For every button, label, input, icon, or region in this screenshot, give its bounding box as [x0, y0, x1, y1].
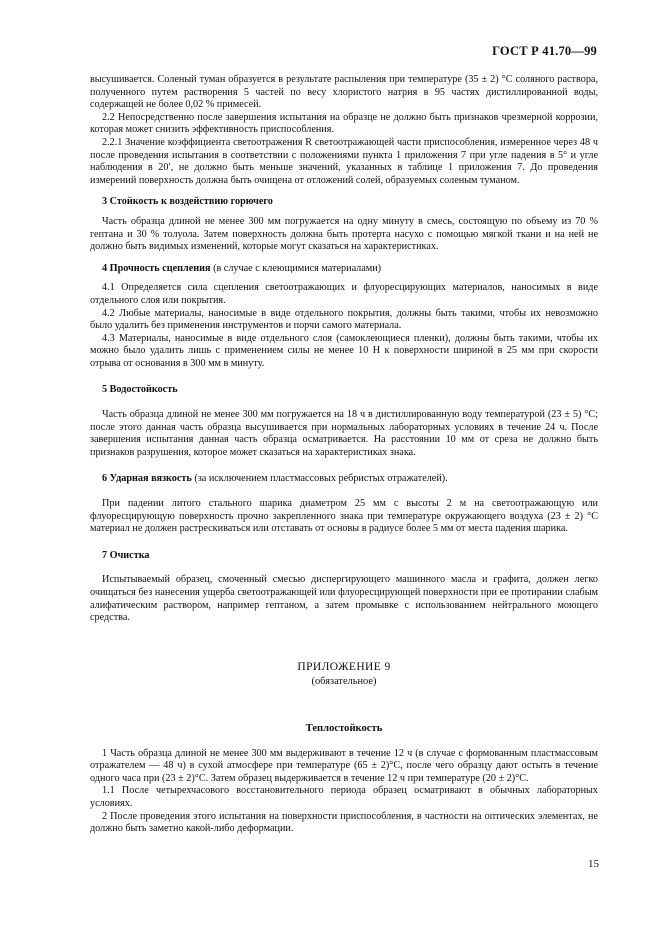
appendix-subtitle: (обязательное) [311, 676, 377, 688]
section-3-title: 3 Стойкость к воздействию горючего [102, 196, 273, 208]
section-4-title [90, 263, 598, 276]
section-6-title-note: (за исключением пластмассовых ребристых отражателей). [191, 473, 448, 485]
salt-fog-paragraph: высушивается. Соленый туман образуется в результате распыления при температуре (35 ± 2) °С соляного раствора, полученного путем растворения 5 частей по весу хлористого натрия в 95 частях дистиллированной воды, содержащей не более 0,02 % примесей. [90, 74, 598, 111]
appendix-title: ПРИЛОЖЕНИЕ 9 [297, 660, 391, 673]
clause-4-3: 4.3 Материалы, наносимые в виде отдельного слоя (самоклеющиеся пленки), должны быть такими, чтобы их можно было удалить лишь с применением силы не менее 10 Н к поверхности шириной в 25 мм при скорости отрыва от основания в 300 мм в минуту. [90, 332, 598, 369]
document-body [90, 74, 598, 836]
section-6-title [90, 473, 598, 486]
section-7-text: Испытываемый образец, смоченный смесью диспергирующего машинного масла и графита, должен легко очищаться без нанесения ущерба светоотражающей или флуоресцирующей поверхности при ее протирании слабым алифатическим раствором, например гептаном, а затем промывке с использованием нейтрального моющего средства. [90, 574, 598, 624]
clause-4-1: 4.1 Определяется сила сцепления светоотражающих и флуоресцирующих материалов, наносимых в виде отдельного слоя или покрытия. [90, 282, 598, 306]
section-5-text: Часть образца длиной не менее 300 мм погружается на 18 ч в дистиллированную воду температурой (23 ± 5) °С; после этого данная часть образца высушивается при нормальных лабораторных условиях в течение 24 ч. После завершения испытания данная часть образца осматривается. На расстоянии 10 мм от среза не должно быть признаков разрушения, которое может сказаться на характеристиках знака. [90, 409, 598, 458]
clause-2-2-1: 2.2.1 Значение коэффициента светоотражения R светоотражающей части приспособления, измеренное через 48 ч после проведения испытания в соответствии с положениями пункта 1 приложения 7 при угле падения в 5° и угле наблюдения в 20′, не должно быть меньше значений, указанных в таблице 1 приложения 7. До проведения измерений поверхность должна быть очищена от отложений солей, образуемых соленым туманом. [90, 136, 598, 186]
section-6-text: При падении литого стального шарика диаметром 25 мм с высоты 2 м на светоотражающую или флуоресцирующую поверхность прочно закрепленного знака при температуре окружающего воздуха (23 ± 2) °С материал не должен растрескиваться или отставать от основы в радиусе более 5 мм от места падения шарика. [90, 498, 598, 535]
document-code-header: ГОСТ Р 41.70—99 [492, 44, 597, 58]
appendix-clause-2: 2 После проведения этого испытания на поверхности приспособления, в частности на оптических элементах, не должно быть заметно какой-либо деформации. [90, 810, 598, 835]
section-6-title-text: 6 Ударная вязкость [102, 473, 192, 485]
section-4-title-note: (в случае с клеющимися материалами) [210, 262, 382, 274]
appendix-heading: Теплостойкость [305, 722, 383, 734]
section-3-text: Часть образца длиной не менее 300 мм погружается на одну минуту в смесь, состоящую по объему из 70 % гептана и 30 % толуола. Затем поверхность должна быть протерта насухо с помощью мягкой ткани и на ней не должно быть видимых изменений, которые могут сказаться на характеристиках. [90, 215, 598, 253]
appendix-clause-1-1: 1.1 После четырехчасового восстановительного периода образец осматривают в обычных лабораторных условиях. [90, 785, 598, 809]
section-5-title: 5 Водостойкость [102, 384, 178, 396]
clause-4-2: 4.2 Любые материалы, наносимые в виде отдельного покрытия, должны быть такими, чтобы их невозможно было удалить без применения инструментов и порчи самого материала. [90, 307, 598, 332]
section-4-title-text: 4 Прочность сцепления [102, 262, 211, 274]
section-7-title: 7 Очистка [102, 549, 150, 561]
clause-2-2: 2.2 Непосредственно после завершения испытания на образце не должно быть признаков чрезмерной коррозии, которая может снизить эффективность приспособления. [90, 111, 598, 136]
page-number: 15 [588, 858, 599, 870]
appendix-clause-1: 1 Часть образца длиной не менее 300 мм выдерживают в течение 12 ч (в случае с формованным пластмассовым отражателем — 48 ч) в сухой атмосфере при температуре (65 ± 2)°С, после чего образцу дают остыть в течение одного часа при (23 ± 2)°С. Затем образец выдерживается в течение 12 ч при температуре (20 ± 2)°С. [90, 747, 598, 784]
